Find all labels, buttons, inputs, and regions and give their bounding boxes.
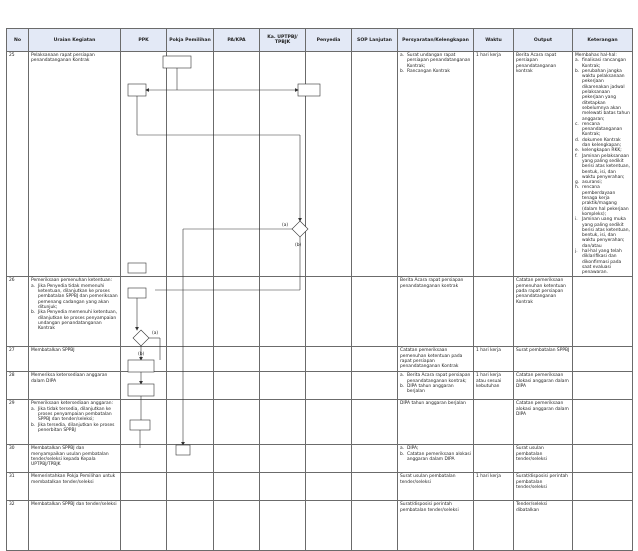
lane-pokja (167, 400, 214, 445)
output-cell: Tender/seleksi dibatalkan (514, 501, 573, 551)
list-marker: a. (400, 373, 405, 379)
keterangan-cell (573, 473, 633, 501)
list-marker: a. (400, 446, 405, 452)
list-text: kelengkapan RKK; (582, 148, 622, 154)
list-marker: f. (575, 153, 578, 159)
persyaratan-cell (398, 277, 474, 347)
header-pa-kpa: PA/KPA (214, 29, 260, 52)
lane-ka-uptpbj (260, 400, 306, 445)
list-marker: a. (31, 406, 36, 412)
header-sop-lanjutan: SOP Lanjutan (352, 29, 398, 52)
list-item (31, 474, 118, 485)
table-row (7, 347, 633, 372)
table-row (7, 501, 633, 551)
lane-ppk (121, 400, 167, 445)
lane-sop-lanjutan (352, 52, 398, 277)
lane-pa-kpa (214, 445, 260, 473)
uraian-list (31, 446, 118, 467)
header-penyedia: Penyedia (306, 29, 352, 52)
lane-penyedia (306, 52, 352, 277)
list-item (400, 69, 471, 74)
list-item (31, 284, 118, 310)
persyaratan-list (400, 373, 471, 394)
list-text: Membahas hal-hal: (575, 53, 617, 58)
header-persyaratan: Persyaratan/Kelengkapan (398, 29, 474, 52)
list-text: Jaminan uang muka yang paling sedikit berisi atas ketentuan, bentuk, isi, dan waktu penyerahan; dan/atau (582, 217, 630, 249)
list-marker: b. (400, 384, 405, 390)
keterangan-cell (573, 372, 633, 400)
lane-pokja (167, 372, 214, 400)
persyaratan-cell (398, 501, 474, 551)
keterangan-cell (573, 501, 633, 551)
uraian-kegiatan-cell (29, 52, 121, 277)
row-number: 25 (7, 52, 29, 277)
uraian-list (31, 53, 118, 64)
list-item (575, 122, 630, 138)
persyaratan-cell (398, 473, 474, 501)
list-text: Rancangan Kontrak (407, 68, 450, 74)
list-text: DIPA tahun anggaran berjalan (407, 384, 454, 395)
list-text: Jika tersedia, dilanjutkan ke proses penerbitan SPPBJ (38, 422, 115, 433)
lane-ka-uptpbj (260, 501, 306, 551)
list-text: Jika Penyedia tidak memenuhi ketentuan, dilanjutkan ke proses pembatalan SPPBJ dan pemeriksaan pemenang cadangan yang akan ditunjuk; (38, 283, 118, 310)
persyaratan-cell (398, 52, 474, 277)
lane-penyedia (306, 501, 352, 551)
lane-penyedia (306, 347, 352, 372)
lane-ppk (121, 501, 167, 551)
list-text: perubahan jangka waktu pelaksanaan pekerjaan dikarenakan jadwal pelaksanaan pekerjaan yang ditetapkan sebelumnya akan melewati batas tahun anggaran; (582, 68, 630, 122)
waktu-cell: 1 hari kerja atau sesuai kebutuhan (474, 372, 514, 400)
list-item (31, 348, 118, 353)
waktu-cell (474, 400, 514, 445)
lane-pa-kpa (214, 473, 260, 501)
branch-label-29-b: (b) (138, 352, 145, 357)
uraian-list (31, 474, 118, 485)
table-row (7, 473, 633, 501)
uraian-list (31, 401, 118, 433)
list-item (400, 53, 471, 69)
list-item (400, 401, 471, 406)
header-ppk: PPK (121, 29, 167, 52)
output-cell: Catatan pemeriksaan alokasi anggaran dalam DIPA (514, 400, 573, 445)
list-marker: j. (575, 248, 578, 254)
table-row (7, 277, 633, 347)
table-row (7, 400, 633, 445)
list-marker: b. (400, 68, 405, 74)
lane-pa-kpa (214, 277, 260, 347)
branch-label-26-b: (b) (295, 243, 302, 248)
keterangan-cell (573, 400, 633, 445)
lane-ppk (121, 347, 167, 372)
uraian-list (31, 348, 118, 353)
persyaratan-cell (398, 347, 474, 372)
list-text: rencana penandatanganan Kontrak; (582, 121, 623, 138)
list-marker: c. (575, 121, 579, 127)
keterangan-cell (573, 52, 633, 277)
lane-penyedia (306, 277, 352, 347)
list-marker: i. (575, 217, 578, 223)
lane-penyedia (306, 372, 352, 400)
persyaratan-cell (398, 445, 474, 473)
lane-sop-lanjutan (352, 445, 398, 473)
list-text: DIPA tahun anggaran berjalan (400, 401, 466, 407)
lane-ppk (121, 445, 167, 473)
output-cell: Surat pembatalan SPPBJ (514, 347, 573, 372)
lane-sop-lanjutan (352, 473, 398, 501)
lane-pokja (167, 473, 214, 501)
list-text: Berita Acara rapat persiapan penandatanganan kontrak; (407, 373, 471, 384)
lane-sop-lanjutan (352, 347, 398, 372)
list-text: Jika Penyedia memenuhi ketentuan, dilanjutkan ke proses penyampaian undangan penandatanganan Kontrak (38, 310, 118, 332)
lane-pokja (167, 347, 214, 372)
keterangan-cell (573, 277, 633, 347)
lane-pokja (167, 445, 214, 473)
waktu-cell: 1 hari kerja (474, 52, 514, 277)
lane-ppk (121, 277, 167, 347)
keterangan-cell (573, 347, 633, 372)
lane-pa-kpa (214, 400, 260, 445)
list-item (31, 423, 118, 434)
uraian-kegiatan-cell (29, 501, 121, 551)
sop-flow-table (6, 28, 633, 551)
list-text: Catatan pemeriksaan pemenuhan ketentuan pada rapat persiapan penandatanganan Kontrak (400, 348, 463, 370)
row-number: 31 (7, 473, 29, 501)
list-marker: g. (575, 180, 580, 186)
lane-sop-lanjutan (352, 400, 398, 445)
waktu-cell: 1 hari kerja (474, 473, 514, 501)
output-cell: Surat/disposisi perintah pembatalan tender/seleksi (514, 473, 573, 501)
lane-pokja (167, 277, 214, 347)
list-item (400, 278, 471, 289)
list-item (31, 310, 118, 331)
lane-ka-uptpbj (260, 372, 306, 400)
list-item (31, 407, 118, 423)
list-item (400, 502, 471, 513)
output-cell: Catatan pemeriksaan alokasi anggaran dalam DIPA (514, 372, 573, 400)
list-marker: a. (400, 53, 405, 58)
row-number: 28 (7, 372, 29, 400)
list-item (575, 154, 630, 180)
lane-penyedia (306, 445, 352, 473)
list-item (575, 249, 630, 275)
lane-pa-kpa (214, 501, 260, 551)
list-item (400, 474, 471, 485)
persyaratan-list (400, 278, 471, 289)
list-text: DIPA; (407, 446, 419, 452)
list-text: Membatalkan SPPBJ dan tender/seleksi (31, 502, 117, 508)
header-output: Output (514, 29, 573, 52)
row-number: 29 (7, 400, 29, 445)
list-marker: b. (575, 68, 580, 74)
waktu-cell (474, 277, 514, 347)
uraian-kegiatan-cell (29, 277, 121, 347)
output-cell: Berita Acara rapat persiapan penandatanganan kontrak (514, 52, 573, 277)
uraian-list (31, 278, 118, 331)
lane-ka-uptpbj (260, 277, 306, 347)
waktu-cell (474, 501, 514, 551)
lane-ka-uptpbj (260, 52, 306, 277)
lane-penyedia (306, 473, 352, 501)
row-number: 30 (7, 445, 29, 473)
uraian-kegiatan-cell (29, 400, 121, 445)
list-item (575, 185, 630, 217)
list-text: Berita Acara rapat persiapan penandatanganan kontrak (400, 278, 464, 289)
list-marker: e. (575, 148, 580, 154)
persyaratan-list (400, 474, 471, 485)
table-row (7, 52, 633, 277)
list-text: Membatalkan SPPBJ (31, 348, 75, 354)
lane-ka-uptpbj (260, 347, 306, 372)
header-row (7, 29, 633, 52)
uraian-list (31, 502, 118, 507)
keterangan-list (575, 53, 630, 275)
list-text: Pemeriksaan pemenuhan ketentuan: (31, 278, 113, 284)
output-cell: Surat usulan pembatalan tender/seleksi (514, 445, 573, 473)
lane-sop-lanjutan (352, 372, 398, 400)
keterangan-cell (573, 445, 633, 473)
list-text: Jaminan pelaksanaan yang paling sedikit berisi atas ketentuan, bentuk, isi, dan waktu penyerahan; (582, 153, 630, 180)
header-ka-uptpbj: Ka. UPTPBJ/ TPBJK (260, 29, 306, 52)
list-item (31, 502, 118, 507)
list-text: dokumen Kontrak dan kelengkapan; (582, 137, 622, 149)
row-number: 32 (7, 501, 29, 551)
lane-pa-kpa (214, 52, 260, 277)
row-number: 26 (7, 277, 29, 347)
lane-penyedia (306, 400, 352, 445)
output-cell: Catatan pemeriksaan pemenuhan ketentuan pada rapat persiapan penandatanganan Kontrak (514, 277, 573, 347)
lane-ka-uptpbj (260, 445, 306, 473)
list-text: Memeriksa ketersediaan anggaran dalam DIPA (31, 373, 108, 384)
list-item (575, 217, 630, 249)
list-item (575, 138, 630, 149)
lane-ppk (121, 473, 167, 501)
list-text: Surat usulan pembatalan tender/seleksi (400, 474, 456, 485)
list-item (400, 373, 471, 384)
waktu-cell (474, 445, 514, 473)
list-text: Pelaksanaan rapat persiapan penandatanganan Kontrak (31, 53, 95, 64)
list-text: Pemeriksaan ketersediaan anggaran: (31, 401, 113, 407)
list-marker: h. (575, 185, 580, 191)
list-marker: b. (31, 310, 36, 316)
list-text: Surat undangan rapat persiapan penandatanganan Kontrak; (407, 53, 471, 69)
header-no: No (7, 29, 29, 52)
uraian-kegiatan-cell (29, 347, 121, 372)
persyaratan-list (400, 348, 471, 369)
uraian-list (31, 373, 118, 384)
header-pokja: Pokja Pemilihan (167, 29, 214, 52)
uraian-kegiatan-cell (29, 372, 121, 400)
list-text: asuransi; (582, 180, 603, 186)
uraian-kegiatan-cell (29, 473, 121, 501)
list-text: Surat/disposisi perintah pembatalan tender/seleksi (400, 502, 459, 513)
list-text: Memerintahkan Pokja Pemilihan untuk membatalkan tender/seleksi (31, 474, 116, 485)
persyaratan-list (400, 53, 471, 74)
uraian-kegiatan-cell (29, 445, 121, 473)
table-row (7, 445, 633, 473)
list-marker: d. (575, 137, 580, 143)
lane-pokja (167, 501, 214, 551)
branch-label-29-a: (a) (152, 331, 159, 336)
header-waktu: Waktu (474, 29, 514, 52)
list-text: finalisasi rancangan Kontrak; (582, 58, 626, 69)
list-marker: b. (31, 422, 36, 428)
list-text: rencana pemberdayaan tenaga kerja praktik/magang (dalam hal pekerjaan kompleks); (582, 185, 629, 217)
list-marker: a. (575, 58, 580, 64)
header-uraian: Uraian Kegiatan (29, 29, 121, 52)
persyaratan-cell (398, 372, 474, 400)
persyaratan-list (400, 401, 471, 406)
list-text: Membatalkan SPPBJ dan menyampaikan usulan pembatalan tender/seleksi kepada Kepala UPTPBJ/TPBJK (31, 446, 109, 468)
list-item (400, 384, 471, 395)
list-item (31, 53, 118, 64)
list-text: Jika tidak tersedia, dilanjutkan ke proses penyampaian pembatalan SPPBJ dan tender/seleksi; (38, 406, 112, 423)
persyaratan-list (400, 446, 471, 462)
list-item (31, 446, 118, 467)
lane-sop-lanjutan (352, 277, 398, 347)
list-item (31, 373, 118, 384)
list-marker: b. (400, 451, 405, 457)
list-text: Catatan pemeriksaan alokasi anggaran dalam DIPA (407, 451, 471, 463)
persyaratan-list (400, 502, 471, 513)
lane-pokja (167, 52, 214, 277)
list-text: hal-hal yang telah diklarifikasi dan dikonfirmasi pada saat evaluasi penawaran. (582, 248, 622, 276)
lane-sop-lanjutan (352, 501, 398, 551)
list-item (400, 348, 471, 369)
list-marker: a. (31, 283, 36, 289)
lane-ka-uptpbj (260, 473, 306, 501)
header-keterangan: Keterangan (573, 29, 633, 52)
list-item (400, 452, 471, 463)
branch-label-26-a: (a) (282, 223, 289, 228)
lane-ppk (121, 372, 167, 400)
row-number: 27 (7, 347, 29, 372)
lane-pa-kpa (214, 347, 260, 372)
waktu-cell: 1 hari kerja (474, 347, 514, 372)
lane-pa-kpa (214, 372, 260, 400)
list-item (575, 69, 630, 122)
list-item (575, 58, 630, 69)
table-row (7, 372, 633, 400)
persyaratan-cell (398, 400, 474, 445)
lane-ppk (121, 52, 167, 277)
